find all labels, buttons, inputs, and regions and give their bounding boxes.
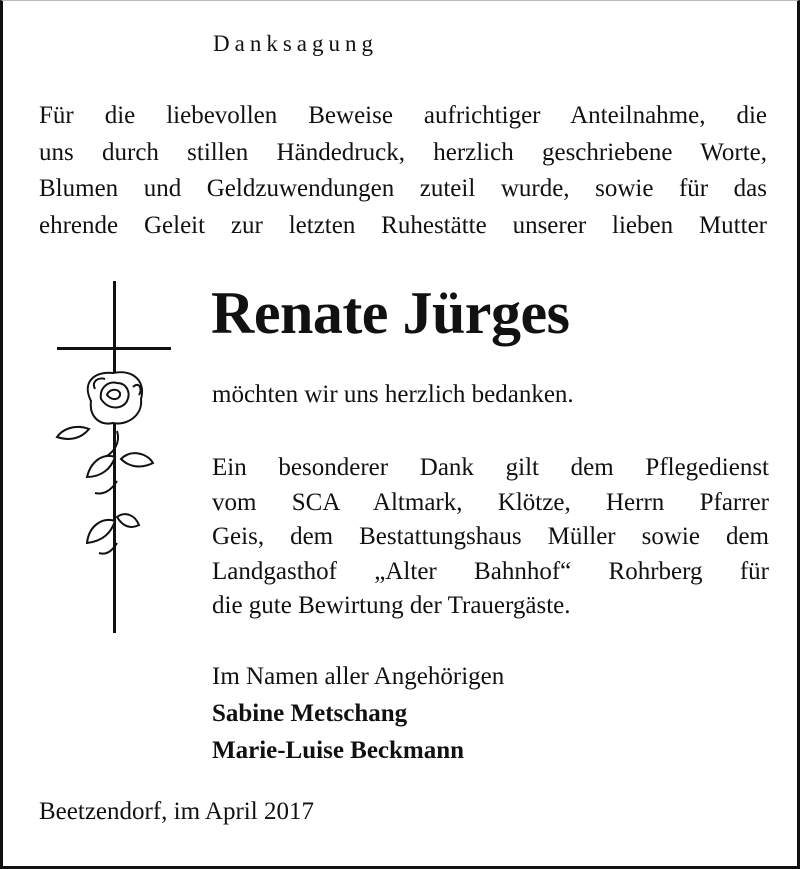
signatory-name: Marie-Luise Beckmann [212, 737, 465, 764]
special-line: Ein besonderer Dank gilt dem Pflegedienst [212, 454, 769, 481]
signoff-text: Im Namen aller Angehörigen [212, 663, 505, 690]
special-line: die gute Bewirtung der Trauergäste. [212, 592, 571, 619]
place-date: Beetzendorf, im April 2017 [39, 798, 314, 825]
special-line: Landgasthof „Alter Bahnhof“ Rohrberg für [212, 557, 769, 585]
deceased-name: Renate Jürges [211, 280, 570, 346]
cross-with-rose-icon [51, 281, 176, 641]
intro-paragraph [39, 98, 767, 244]
notice-heading: Danksagung [213, 31, 378, 56]
signature-block [212, 658, 504, 769]
special-thanks-paragraph [212, 451, 769, 624]
intro-line: Für die liebevollen Beweise aufrichtiger Anteilnahme, die [39, 102, 767, 129]
signatory-name: Sabine Metschang [212, 700, 408, 727]
special-line: Geis, dem Bestattungshaus Müller sowie dem [212, 523, 769, 550]
intro-line: Blumen und Geldzuwendungen zuteil wurde, sowie für das [39, 175, 767, 202]
intro-line: uns durch stillen Händedruck, herzlich geschriebene Worte, [39, 138, 767, 166]
intro-line: ehrende Geleit zur letzten Ruhestätte unserer lieben Mutter [39, 211, 767, 239]
special-line: vom SCA Altmark, Klötze, Herrn Pfarrer [212, 488, 769, 516]
thanks-line: möchten wir uns herzlich bedanken. [212, 381, 574, 408]
